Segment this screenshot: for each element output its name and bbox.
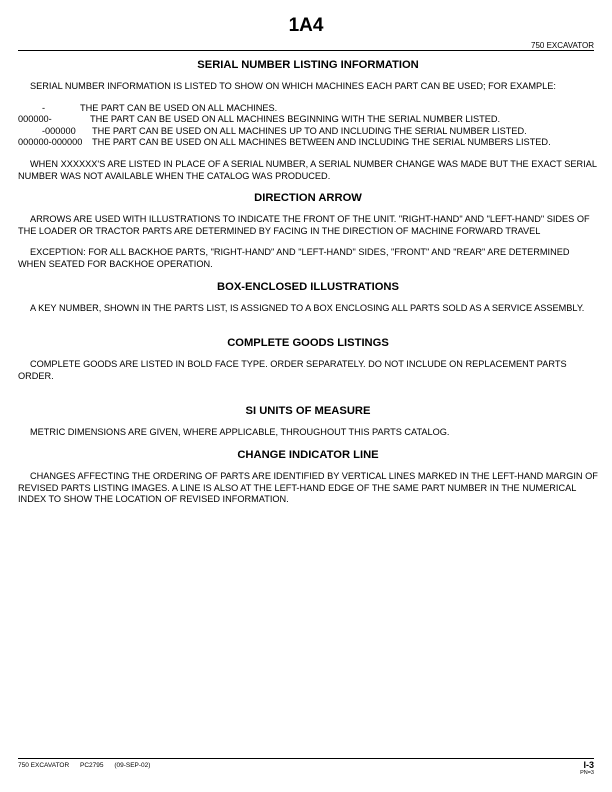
- serial-desc: THE PART CAN BE USED ON ALL MACHINES UP TO AND INCLUDING THE SERIAL NUMBER LISTED.: [92, 125, 527, 136]
- serial-intro: SERIAL NUMBER INFORMATION IS LISTED TO SHOW ON WHICH MACHINES EACH PART CAN BE USED; FOR EXAMPLE:: [30, 81, 556, 91]
- serial-list: [18, 103, 598, 149]
- machine-header: 750 EXCAVATOR: [531, 41, 594, 50]
- direction-para: ARROWS ARE USED WITH ILLUSTRATIONS TO INDICATE THE FRONT OF THE UNIT. "RIGHT-HAND" AND "LEFT-HAND" SIDES OF THE LOADER OR TRACTOR PARTS ARE DETERMINED BY FACING IN THE DIRECTION OF MACHINE FORWARD TRAVEL: [18, 214, 590, 236]
- box-para: A KEY NUMBER, SHOWN IN THE PARTS LIST, IS ASSIGNED TO A BOX ENCLOSING ALL PARTS SOLD AS A SERVICE ASSEMBLY.: [30, 302, 585, 313]
- serial-row-from: [18, 114, 598, 126]
- footer-rule: [18, 758, 594, 759]
- serial-key: 000000-: [18, 114, 52, 125]
- direction-exception: EXCEPTION: FOR ALL BACKHOE PARTS, "RIGHT-HAND" AND "LEFT-HAND" SIDES, "FRONT" AND "REAR" ARE DETERMINED WHEN SEATED FOR BACKHOE OPERATION.: [18, 247, 570, 269]
- page-content: [18, 58, 598, 506]
- footer-machine: 750 EXCAVATOR: [18, 762, 70, 769]
- si-units-heading: SI UNITS OF MEASURE: [245, 405, 371, 418]
- footer-date: (09-SEP-02): [114, 762, 151, 769]
- footer-catalog: PC2795: [80, 762, 104, 769]
- change-para: CHANGES AFFECTING THE ORDERING OF PARTS ARE IDENTIFIED BY VERTICAL LINES MARKED IN THE LEFT-HAND MARGIN OF REVISED PARTS LISTING IMAGES. A LINE IS ALSO AT THE LEFT-HAND EDGE OF THE SAME PART NUMBER IN THE NUMERICAL INDEX TO SHOW THE LOCATION OF REVISED INFORMATION.: [18, 470, 598, 505]
- serial-key: -000000: [42, 125, 76, 136]
- change-indicator-heading: CHANGE INDICATOR LINE: [237, 448, 379, 461]
- si-para: METRIC DIMENSIONS ARE GIVEN, WHERE APPLICABLE, THROUGHOUT THIS PARTS CATALOG.: [30, 427, 450, 438]
- serial-row-all: [18, 103, 598, 115]
- serial-key: 000000-000000: [18, 137, 83, 148]
- serial-desc: THE PART CAN BE USED ON ALL MACHINES.: [80, 102, 278, 113]
- complete-para: COMPLETE GOODS ARE LISTED IN BOLD FACE TYPE. ORDER SEPARATELY. DO NOT INCLUDE ON REPLACEMENT PARTS ORDER.: [18, 359, 567, 381]
- direction-arrow-heading: DIRECTION ARROW: [254, 192, 362, 205]
- serial-note: WHEN XXXXXX'S ARE LISTED IN PLACE OF A SERIAL NUMBER, A SERIAL NUMBER CHANGE WAS MADE BUT THE EXACT SERIAL NUMBER WAS NOT AVAILABLE WHEN THE CATALOG WAS PRODUCED.: [18, 158, 597, 181]
- serial-desc: THE PART CAN BE USED ON ALL MACHINES BETWEEN AND INCLUDING THE SERIAL NUMBERS LISTED.: [92, 137, 551, 148]
- serial-row-upto: [18, 126, 598, 138]
- header-rule: [18, 50, 594, 51]
- serial-key: -: [42, 102, 46, 113]
- serial-number-heading: SERIAL NUMBER LISTING INFORMATION: [197, 59, 419, 71]
- page-number: I-3: [583, 760, 594, 770]
- complete-goods-heading: COMPLETE GOODS LISTINGS: [227, 337, 389, 350]
- serial-desc: THE PART CAN BE USED ON ALL MACHINES BEGINNING WITH THE SERIAL NUMBER LISTED.: [90, 114, 501, 125]
- serial-row-between: [18, 137, 598, 149]
- box-enclosed-heading: BOX-ENCLOSED ILLUSTRATIONS: [217, 280, 399, 293]
- page-title: 1A4: [288, 15, 324, 36]
- footer-info: [18, 762, 159, 770]
- pn-code: PN=3: [580, 770, 594, 776]
